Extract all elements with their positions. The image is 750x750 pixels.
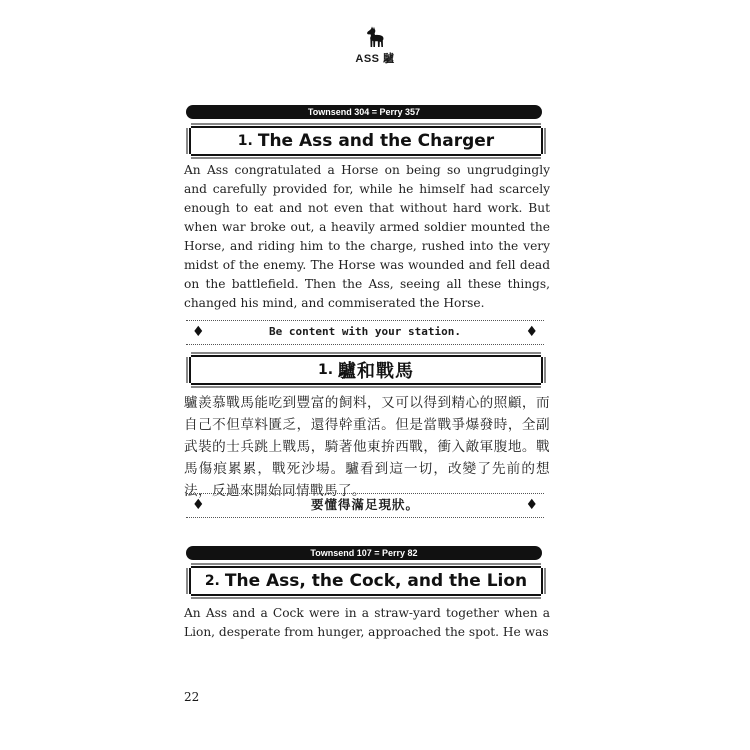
divider: [186, 320, 544, 321]
diamond-icon: ♦: [192, 324, 205, 340]
fable-title-text: The Ass, the Cock, and the Lion: [224, 571, 528, 591]
fable-title-box-en: [186, 123, 546, 159]
fable-title-text: 驢和戰馬: [338, 361, 415, 382]
fable-title-en: [186, 123, 546, 159]
fable-title-zh: [186, 352, 546, 388]
moral-row-en: [186, 320, 544, 346]
divider: [186, 344, 544, 345]
reference-bar: Townsend 107 = Perry 82: [186, 546, 542, 560]
running-header-title: ASS 驢: [355, 53, 395, 65]
moral-row-zh: [186, 493, 544, 519]
fable-text-en: An Ass and a Cock were in a straw-yard together when a Lion, desperate from hunger, approached the spot. He was: [184, 606, 550, 639]
fable-text-en: An Ass congratulated a Horse on being so ungrudgingly and carefully provided for, while he himself had scarcely enough to eat and not even that without hard work. But when war broke out, a heavily armed soldier mounted the Horse, and riding him to the charge, rushed into the very midst of the enemy. The Horse was wounded and fell dead on the battlefield. Then the Ass, seeing all these things, changed his mind, and commiserated the Horse.: [184, 163, 550, 310]
fable-title-box-zh: [186, 352, 546, 388]
diamond-icon: ♦: [525, 324, 538, 340]
divider: [186, 493, 544, 494]
fable-title-box-en: [186, 563, 546, 599]
divider: [186, 517, 544, 518]
diamond-icon: ♦: [525, 497, 538, 513]
fable-title-en: [186, 563, 546, 599]
diamond-icon: ♦: [192, 497, 205, 513]
reference-bar: Townsend 304 = Perry 357: [186, 105, 542, 119]
fable-number: 1.: [317, 362, 334, 378]
moral-text-en: Be content with your station.: [268, 325, 462, 338]
fable-number: 1.: [237, 133, 253, 149]
running-header: [0, 26, 750, 66]
donkey-icon: [364, 26, 386, 48]
fable-number: 2.: [204, 573, 220, 589]
fable-title-text: The Ass and the Charger: [257, 131, 495, 151]
moral-text-zh: 要懂得滿足現狀。: [310, 497, 419, 512]
fable-text-zh: 驢羨慕戰馬能吃到豐富的飼料，又可以得到精心的照顧，而自己不但草料匱乏，還得幹重活。但是當戰爭爆發時，全副武裝的士兵跳上戰馬，騎著他東拚西戰，衝入敵軍腹地。戰馬傷痕累累，戰死沙場。驢看到這一切，改變了先前的想法，反過來開始同情戰馬了。: [184, 395, 550, 499]
page-number: 22: [184, 690, 200, 704]
